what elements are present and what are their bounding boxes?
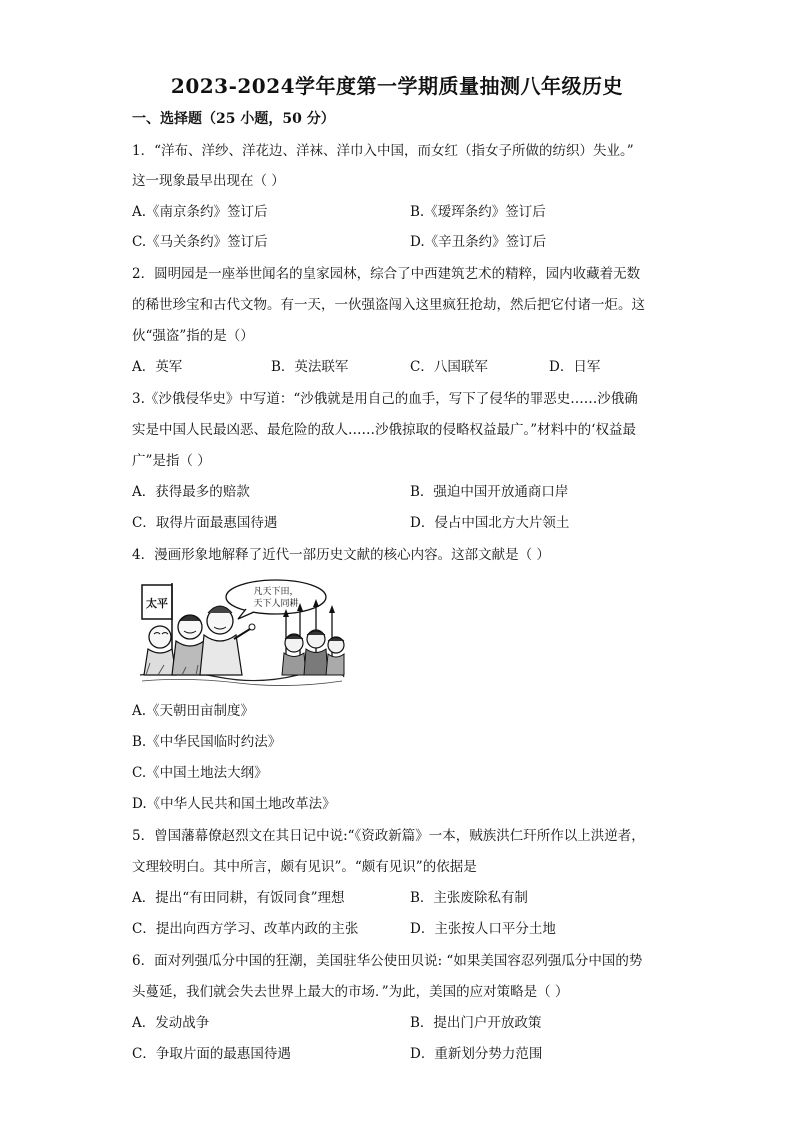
question-2-option-b: B．英法联军 <box>271 359 349 375</box>
question-6-stem-line-1: 6．面对列强瓜分中国的狂潮，美国驻华公使田贝说: “如果美国容忍列强瓜分中国的势 <box>132 953 643 969</box>
question-3-stem-line-3: 广”是指（ ） <box>132 453 211 469</box>
question-1-option-a: A.《南京条约》签订后 <box>132 204 268 220</box>
flag-text: 太平 <box>146 597 168 610</box>
question-2-stem-line-2: 的稀世珍宝和古代文物。有一天，一伙强盗闯入这里疯狂抢劫，然后把它付诸一炬。这 <box>132 297 645 313</box>
speech-line-2: 天下人同耕 <box>253 599 299 609</box>
question-1-option-c: C.《马关条约》签订后 <box>132 234 268 250</box>
question-4-option-a: A.《天朝田亩制度》 <box>132 703 255 719</box>
question-1-stem-line-1: 1．“洋布、洋纱、洋花边、洋袜、洋巾入中国，而女红（指女子所做的纺织）失业。” <box>132 143 634 159</box>
section-heading: 一、选择题（25 小题，50 分） <box>132 111 335 127</box>
question-5-option-a: A．提出“有田同耕，有饭同食”理想 <box>132 890 345 906</box>
question-2-stem-line-1: 2．圆明园是一座举世闻名的皇家园林，综合了中西建筑艺术的精粹，园内收藏着无数 <box>132 266 641 282</box>
question-6-option-a: A．发动战争 <box>132 1015 210 1031</box>
question-1-option-b: B.《瑷珲条约》签订后 <box>410 204 546 220</box>
question-5-option-b: B．主张废除私有制 <box>410 890 528 906</box>
question-6-option-b: B．提出门户开放政策 <box>410 1015 542 1031</box>
question-2-option-a: A．英军 <box>132 359 183 375</box>
question-2-stem-line-3: 伙“强盗”指的是（） <box>132 328 254 344</box>
question-3-stem-line-2: 实是中国人民最凶恶、最危险的敌人……沙俄掠取的侵略权益最广。”材料中的‘权益最 <box>132 422 636 438</box>
speech-line-1: 凡天下田， <box>253 587 299 597</box>
question-3-option-b: B．强迫中国开放通商口岸 <box>410 484 569 500</box>
exam-title: 2023-2024学年度第一学期质量抽测八年级历史 <box>170 74 624 98</box>
taiping-cartoon-illustration <box>138 577 346 689</box>
question-1-stem-line-2: 这一现象最早出现在（ ） <box>132 173 285 189</box>
question-3-option-c: C．取得片面最惠国待遇 <box>132 515 278 531</box>
question-5-stem-line-2: 文理较明白。其中所言，颇有见识”。“颇有见识”的依据是 <box>132 859 477 875</box>
question-6-stem-line-2: 头蔓延，我们就会失去世界上最大的市场．”为此，美国的应对策略是（ ） <box>132 984 569 1000</box>
question-3-option-a: A．获得最多的赔款 <box>132 484 250 500</box>
question-1-option-d: D.《辛丑条约》签订后 <box>410 234 547 250</box>
question-5-option-c: C．提出向西方学习、改革内政的主张 <box>132 921 359 937</box>
question-6-option-c: C．争取片面的最惠国待遇 <box>132 1046 291 1062</box>
question-6-option-d: D．重新划分势力范围 <box>410 1046 543 1062</box>
question-3-stem-line-1: 3.《沙俄侵华史》中写道：“沙俄就是用自己的血手，写下了侵华的罪恶史……沙俄确 <box>132 391 638 407</box>
question-4-option-d: D.《中华人民共和国土地改革法》 <box>132 796 336 812</box>
question-5-option-d: D．主张按人口平分土地 <box>410 921 556 937</box>
question-5-stem-line-1: 5．曾国藩幕僚赵烈文在其日记中说:“《资政新篇》一本，贼族洪仁玕所作以上洪逆者， <box>132 828 645 844</box>
question-2-option-c: C．八国联军 <box>410 359 488 375</box>
question-4-option-b: B.《中华民国临时约法》 <box>132 734 282 750</box>
question-3-option-d: D．侵占中国北方大片领土 <box>410 515 570 531</box>
question-2-option-d: D．日军 <box>549 359 601 375</box>
question-4-option-c: C.《中国土地法大纲》 <box>132 765 268 781</box>
question-4-stem-line-1: 4．漫画形象地解释了近代一部历史文献的核心内容。这部文献是（ ） <box>132 547 550 563</box>
